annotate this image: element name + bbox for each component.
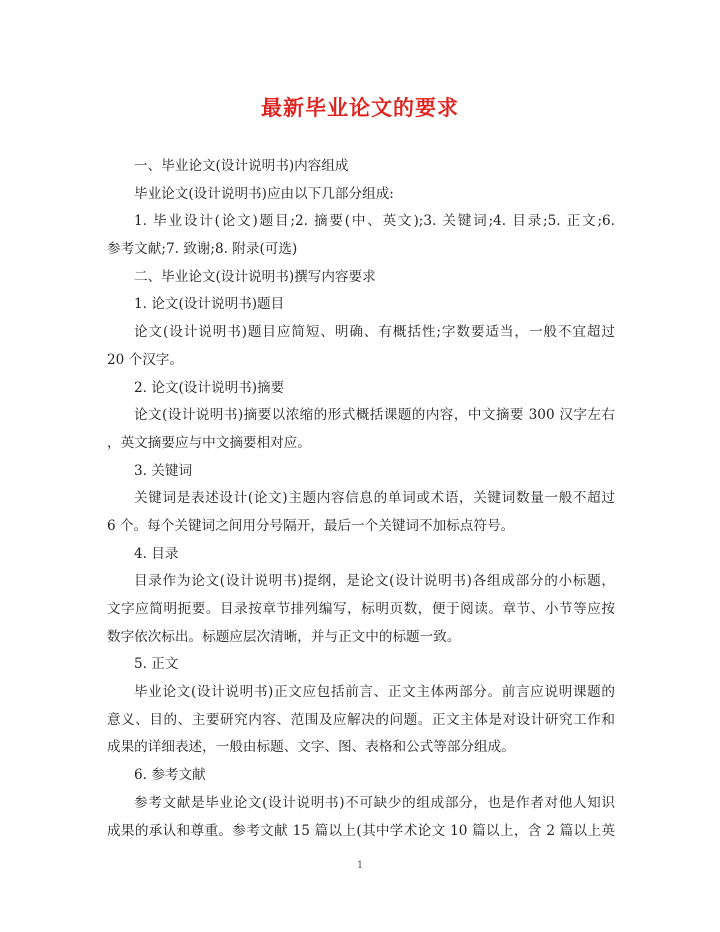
text-line: 4. 目录 xyxy=(134,545,179,562)
page-number: 1 xyxy=(356,860,364,871)
text-line: 20 个汉字。 xyxy=(107,351,183,368)
text-line: 毕业论文(设计说明书)应由以下几部分组成: xyxy=(134,185,394,202)
text-line: ，英文摘要应与中文摘要相对应。 xyxy=(107,434,311,451)
text-line: 成果的承认和尊重。参考文献 15 篇以上(其中学术论文 10 篇以上，含 2 篇以上英 xyxy=(107,822,615,839)
text-line: 论文(设计说明书)摘要以浓缩的形式概括课题的内容，中文摘要 300 汉字左右 xyxy=(134,407,615,424)
text-line: 成果的详细表述，一般由标题、文字、图、表格和公式等部分组成。 xyxy=(107,739,515,756)
text-line: 5. 正文 xyxy=(134,656,179,673)
text-line: 2. 论文(设计说明书)摘要 xyxy=(134,379,285,396)
text-line: 3. 关键词 xyxy=(134,462,193,479)
text-line: 1. 毕业设计(论文)题目;2. 摘要(中、英文);3. 关键词;4. 目录;5. 正文;6. xyxy=(134,213,615,230)
text-line: 文字应简明扼要。目录按章节排列编写，标明页数，便于阅读。章节、小节等应按 xyxy=(107,601,615,617)
document-title: 最新毕业论文的要求 xyxy=(261,96,459,120)
text-line: 目录作为论文(设计说明书)提纲，是论文(设计说明书)各组成部分的小标题， xyxy=(134,573,615,590)
text-line: 一、毕业论文(设计说明书)内容组成 xyxy=(134,158,349,174)
text-line: 数字依次标出。标题应层次清晰，并与正文中的标题一致。 xyxy=(107,628,461,645)
text-line: 参考文献是毕业论文(设计说明书)不可缺少的组成部分，也是作者对他人知识 xyxy=(134,794,615,811)
text-line: 6 个。每个关键词之间用分号隔开，最后一个关键词不加标点符号。 xyxy=(107,517,515,534)
text-line: 6. 参考文献 xyxy=(134,767,206,784)
text-line: 论文(设计说明书)题目应简短、明确、有概括性;字数要适当，一般不宜超过 xyxy=(134,324,615,341)
text-line: 二、毕业论文(设计说明书)撰写内容要求 xyxy=(134,268,376,285)
text-line: 1. 论文(设计说明书)题目 xyxy=(134,296,285,313)
document-body xyxy=(107,153,615,845)
text-line: 毕业论文(设计说明书)正文应包括前言、正文主体两部分。前言应说明课题的 xyxy=(134,684,615,701)
text-line: 参考文献;7. 致谢;8. 附录(可选) xyxy=(107,241,298,258)
text-line: 关键词是表述设计(论文)主题内容信息的单词或术语，关键词数量一般不超过 xyxy=(134,490,615,507)
text-line: 意义、目的、主要研究内容、范围及应解决的问题。正文主体是对设计研究工作和 xyxy=(107,711,615,728)
